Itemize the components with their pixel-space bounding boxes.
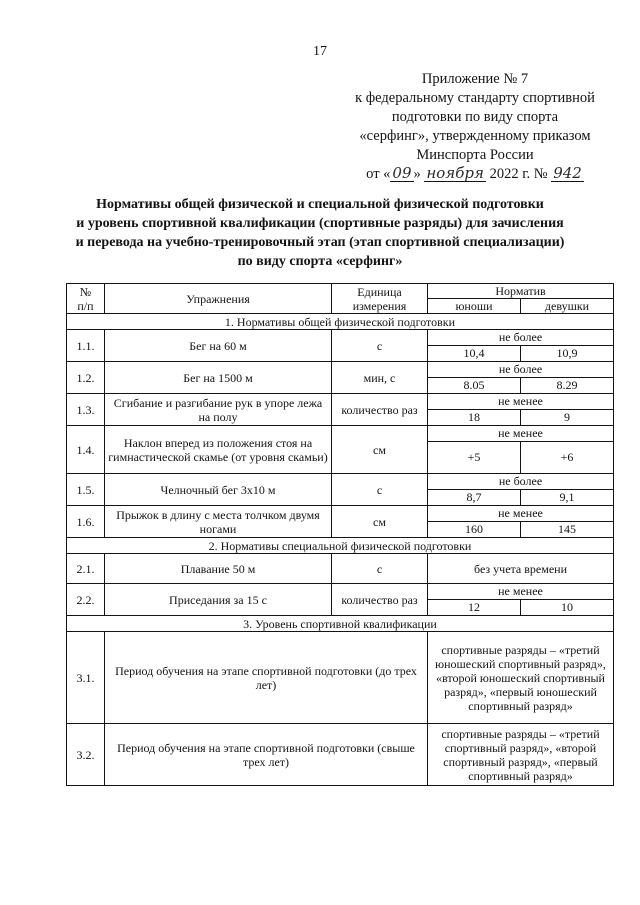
norms-table xyxy=(66,283,614,786)
row-condition: не менее xyxy=(428,394,613,410)
row-boys: 10,4 xyxy=(428,346,521,361)
row-unit: количество раз xyxy=(332,394,428,426)
table-row xyxy=(67,584,614,616)
title-line-1: Нормативы общей физической и специальной физической подготовки xyxy=(96,197,544,212)
row-boys: 18 xyxy=(428,410,521,425)
order-number-handwritten: 942 xyxy=(553,164,582,182)
row-condition: не менее xyxy=(428,506,613,522)
row-boys: 8.05 xyxy=(428,378,521,393)
row-exercise: Бег на 60 м xyxy=(105,330,332,362)
row-exercise: Прыжок в длину с места толчком двумя ногами xyxy=(105,506,332,538)
header-boys: юноши xyxy=(428,299,521,314)
row-exercise: Челночный бег 3x10 м xyxy=(105,474,332,506)
row-num: 1.1. xyxy=(67,330,105,362)
approval-line-2: к федеральному стандарту спортивной xyxy=(355,90,595,106)
table-row xyxy=(67,724,614,786)
row-num: 2.2. xyxy=(67,584,105,616)
row-unit: см xyxy=(332,426,428,474)
row-condition: не более xyxy=(428,474,613,490)
title-line-2: и уровень спортивной квалификации (спортивные разряды) для зачисления xyxy=(76,216,564,231)
row-norm xyxy=(428,474,614,506)
page-number: 17 xyxy=(313,44,327,59)
row-exercise: Период обучения на этапе спортивной подготовки (до трех лет) xyxy=(105,632,428,724)
appendix-label: Приложение № 7 xyxy=(421,71,529,87)
row-norm xyxy=(428,362,614,394)
row-condition: не более xyxy=(428,362,613,378)
row-girls: 145 xyxy=(558,522,576,536)
header-row xyxy=(67,284,614,299)
row-girls: 9,1 xyxy=(559,490,575,504)
date-prefix: от « xyxy=(366,166,391,182)
row-exercise: Приседания за 15 с xyxy=(105,584,332,616)
row-girls: 8.29 xyxy=(556,378,578,392)
date-year: 2022 г. № xyxy=(489,166,548,182)
row-unit: мин, с xyxy=(332,362,428,394)
table-row xyxy=(67,426,614,474)
title-line-4: по виду спорта «серфинг» xyxy=(237,254,403,269)
row-girls: +6 xyxy=(560,450,574,464)
title-line-3: и перевода на учебно-тренировочный этап (этап спортивной специализации) xyxy=(75,235,565,250)
row-boys: 160 xyxy=(428,522,521,537)
order-date-line xyxy=(330,165,620,184)
approval-line-3: подготовки по виду спорта xyxy=(391,109,559,125)
document-title xyxy=(40,195,600,271)
row-norm xyxy=(428,506,614,538)
row-girls: 10,9 xyxy=(556,346,578,360)
row-boys: +5 xyxy=(428,442,521,473)
section-title: 2. Нормативы специальной физической подготовки xyxy=(67,538,614,554)
header-norm: Норматив xyxy=(428,284,614,299)
row-result: спортивные разряды – «третий юношеский спортивный разряд», «второй юношеский спортивный разряд», «первый юношеский спортивный разряд» xyxy=(428,632,614,724)
section-row xyxy=(67,538,614,554)
row-norm xyxy=(428,584,614,616)
row-norm-merged: без учета времени xyxy=(428,554,614,584)
row-girls: 10 xyxy=(561,600,573,614)
date-month-handwritten: ноября xyxy=(426,164,484,182)
date-day-handwritten: 09 xyxy=(392,164,412,182)
row-num: 1.3. xyxy=(67,394,105,426)
row-condition: не менее xyxy=(428,426,613,442)
row-exercise: Наклон вперед из положения стоя на гимнастической скамье (от уровня скамьи) xyxy=(105,426,332,474)
table-row xyxy=(67,474,614,506)
approval-block xyxy=(330,70,620,184)
section-title: 1. Нормативы общей физической подготовки xyxy=(67,314,614,330)
row-norm xyxy=(428,330,614,362)
header-unit: Единица измерения xyxy=(332,284,428,314)
section-row xyxy=(67,616,614,632)
row-unit: с xyxy=(332,474,428,506)
row-result: спортивные разряды – «третий спортивный разряд», «второй спортивный разряд», «первый спортивный разряд» xyxy=(428,724,614,786)
row-unit: количество раз xyxy=(332,584,428,616)
table-row xyxy=(67,362,614,394)
row-boys: 8,7 xyxy=(428,490,521,505)
header-num: № п/п xyxy=(67,284,105,314)
row-girls: 9 xyxy=(564,410,570,424)
row-num: 3.1. xyxy=(67,632,105,724)
row-exercise: Плавание 50 м xyxy=(105,554,332,584)
section-title: 3. Уровень спортивной квалификации xyxy=(67,616,614,632)
table-row xyxy=(67,632,614,724)
row-num: 2.1. xyxy=(67,554,105,584)
table-row xyxy=(67,506,614,538)
row-unit: см xyxy=(332,506,428,538)
row-num: 1.5. xyxy=(67,474,105,506)
row-condition: не менее xyxy=(428,584,613,600)
row-boys: 12 xyxy=(428,600,521,615)
date-mid: » xyxy=(413,166,421,182)
table-row xyxy=(67,394,614,426)
row-condition: не более xyxy=(428,330,613,346)
section-row xyxy=(67,314,614,330)
table-row xyxy=(67,554,614,584)
approval-line-4: «серфинг», утвержденному приказом xyxy=(359,128,591,144)
row-norm xyxy=(428,394,614,426)
row-unit: с xyxy=(332,330,428,362)
row-num: 3.2. xyxy=(67,724,105,786)
row-exercise: Бег на 1500 м xyxy=(105,362,332,394)
row-unit: с xyxy=(332,554,428,584)
row-norm xyxy=(428,426,614,474)
row-num: 1.6. xyxy=(67,506,105,538)
approval-line-5: Минспорта России xyxy=(416,147,534,163)
header-girls: девушки xyxy=(521,299,614,314)
row-exercise: Сгибание и разгибание рук в упоре лежа на полу xyxy=(105,394,332,426)
row-num: 1.2. xyxy=(67,362,105,394)
row-num: 1.4. xyxy=(67,426,105,474)
row-exercise: Период обучения на этапе спортивной подготовки (свыше трех лет) xyxy=(105,724,428,786)
table-row xyxy=(67,330,614,362)
header-exercise: Упражнения xyxy=(105,284,332,314)
